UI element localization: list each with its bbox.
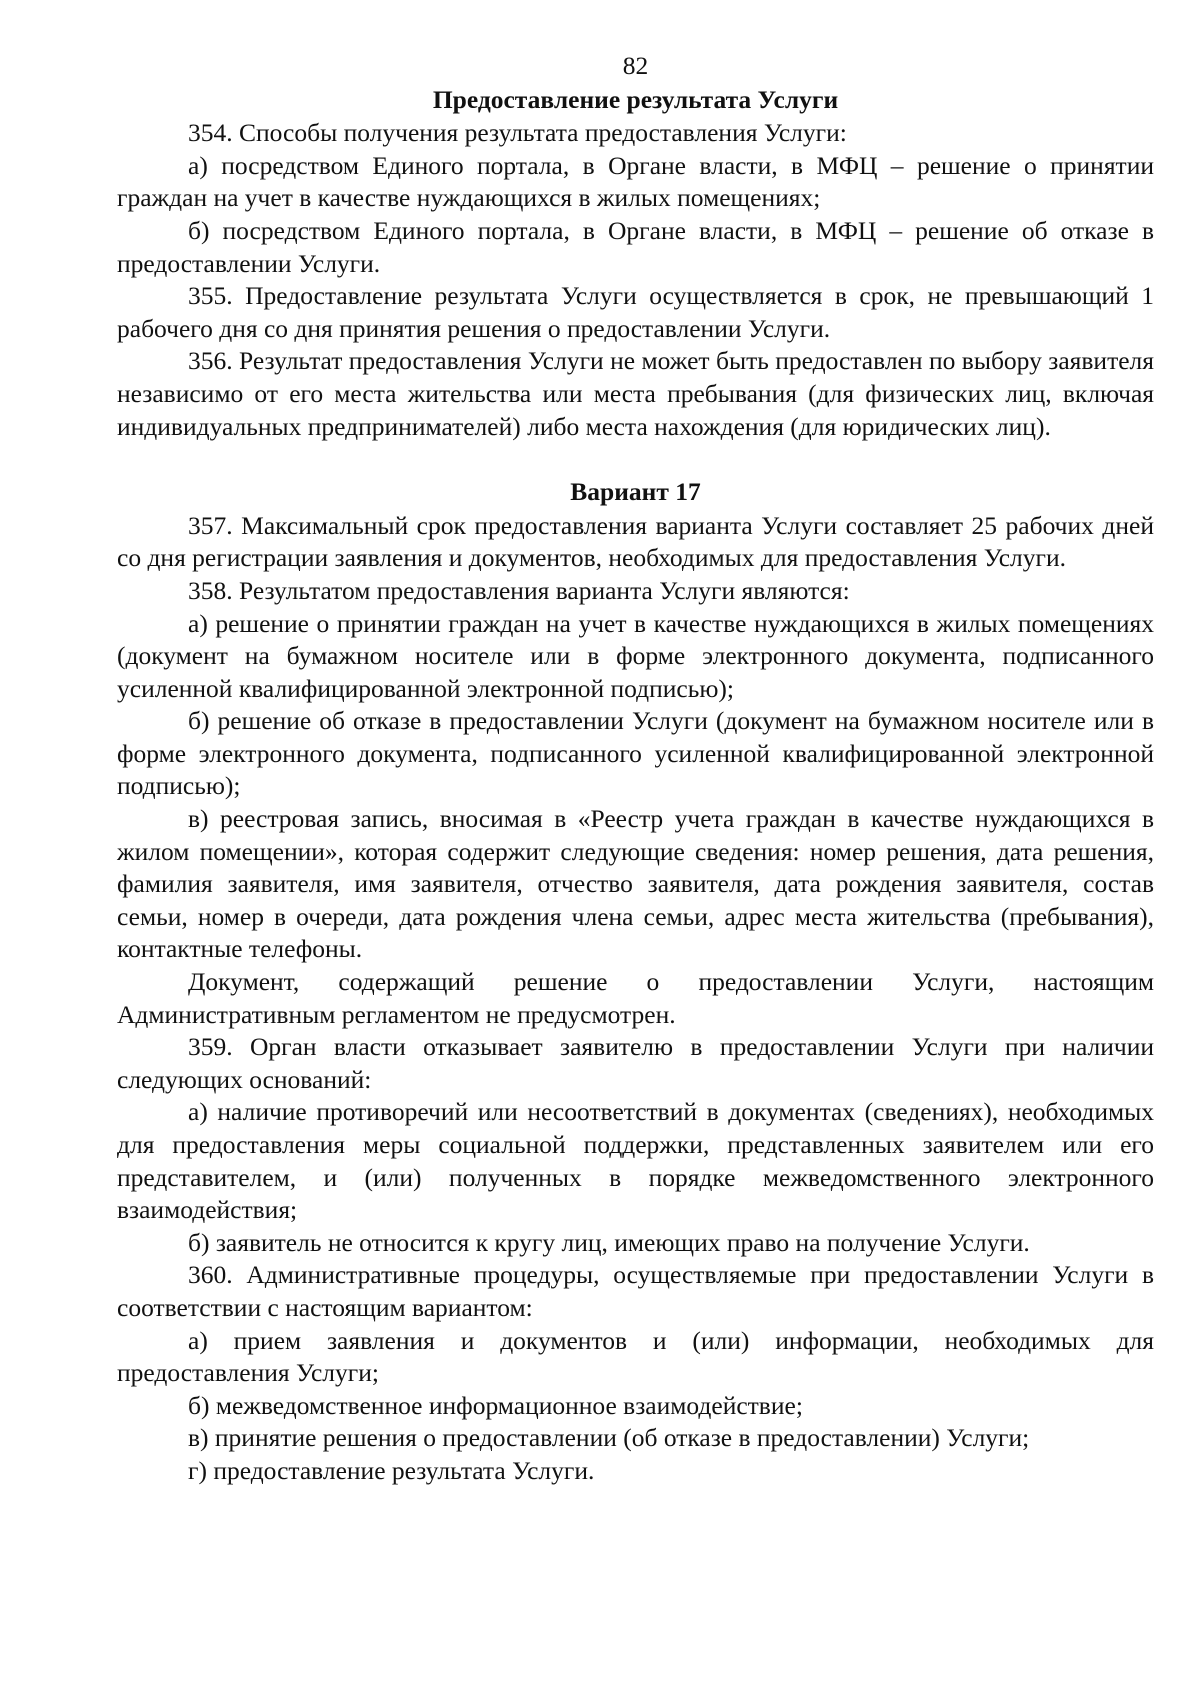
paragraph-360: 360. Административные процедуры, осуществляемые при предоставлении Услуги в соответствии с настоящим вариантом: [117, 1260, 1154, 1322]
paragraph-360-g: г) предоставление результата Услуги. [188, 1455, 595, 1485]
paragraph-360-v: в) принятие решения о предоставлении (об отказе в предоставлении) Услуги; [188, 1423, 1030, 1453]
paragraph-357: 357. Максимальный срок предоставления варианта Услуги составляет 25 рабочих дней со дня регистрации заявления и документов, необходимых для предоставления Услуги. [117, 510, 1154, 573]
paragraph-354: 354. Способы получения результата предоставления Услуги: [188, 118, 847, 148]
paragraph-354-a: а) посредством Единого портала, в Органе власти, в МФЦ – решение о принятии граждан на учет в качестве нуждающихся в жилых помещениях; [117, 150, 1154, 213]
paragraph-359-a: а) наличие противоречий или несоответствий в документах (сведениях), необходимых для предоставления меры социальной поддержки, представленных заявителем или его представителем, и (или) полученных в порядке межведомственного электронного взаимодействия; [117, 1097, 1154, 1225]
paragraph-359-b: б) заявитель не относится к кругу лиц, имеющих право на получение Услуги. [188, 1227, 1030, 1257]
paragraph-360-a: а) прием заявления и документов и (или) информации, необходимых для предоставления Услуги; [117, 1325, 1154, 1388]
paragraph-359: 359. Орган власти отказывает заявителю в предоставлении Услуги при наличии следующих оснований: [117, 1032, 1154, 1094]
paragraph-358: 358. Результатом предоставления варианта Услуги являются: [188, 575, 850, 605]
section-title: Вариант 17 [570, 477, 701, 507]
section-title: Предоставление результата Услуги [432, 84, 839, 114]
paragraph-358-b: б) решение об отказе в предоставлении Услуги (документ на бумажном носителе или в форме электронного документа, подписанного усиленной квалифицированной электронной подписью); [117, 706, 1154, 801]
paragraph-document-note: Документ, содержащий решение о предоставлении Услуги, настоящим Административным регламентом не предусмотрен. [117, 967, 1154, 1029]
paragraph-355: 355. Предоставление результата Услуги осуществляется в срок, не превышающий 1 рабочего дня со дня принятия решения о предоставлении Услуги. [117, 281, 1154, 343]
paragraph-358-a: а) решение о принятии граждан на учет в качестве нуждающихся в жилых помещениях (документ на бумажном носителе или в форме электронного документа, подписанного усиленной квалифицированной электронной подписью); [117, 608, 1154, 703]
page-number: 82 [622, 51, 649, 80]
paragraph-358-v: в) реестровая запись, вносимая в «Реестр учета граждан в качестве нуждающихся в жилом помещении», которая содержит следующие сведения: номер решения, дата решения, фамилия заявителя, имя заявителя, отчество заявителя, дата рождения заявителя, состав семьи, номер в очереди, дата рождения члена семьи, адрес места жительства (пребывания), контактные телефоны. [117, 804, 1154, 964]
section-result-provision [117, 84, 1154, 444]
paragraph-354-b: б) посредством Единого портала, в Органе власти, в МФЦ – решение об отказе в предоставлении Услуги. [117, 215, 1154, 278]
paragraph-360-b: б) межведомственное информационное взаимодействие; [188, 1390, 803, 1420]
document-page [117, 50, 1154, 1488]
paragraph-356: 356. Результат предоставления Услуги не может быть предоставлен по выбору заявителя независимо от его места жительства или места пребывания (для физических лиц, включая индивидуальных предпринимателей) либо места нахождения (для юридических лиц). [117, 346, 1154, 441]
section-variant-17 [117, 476, 1154, 1487]
